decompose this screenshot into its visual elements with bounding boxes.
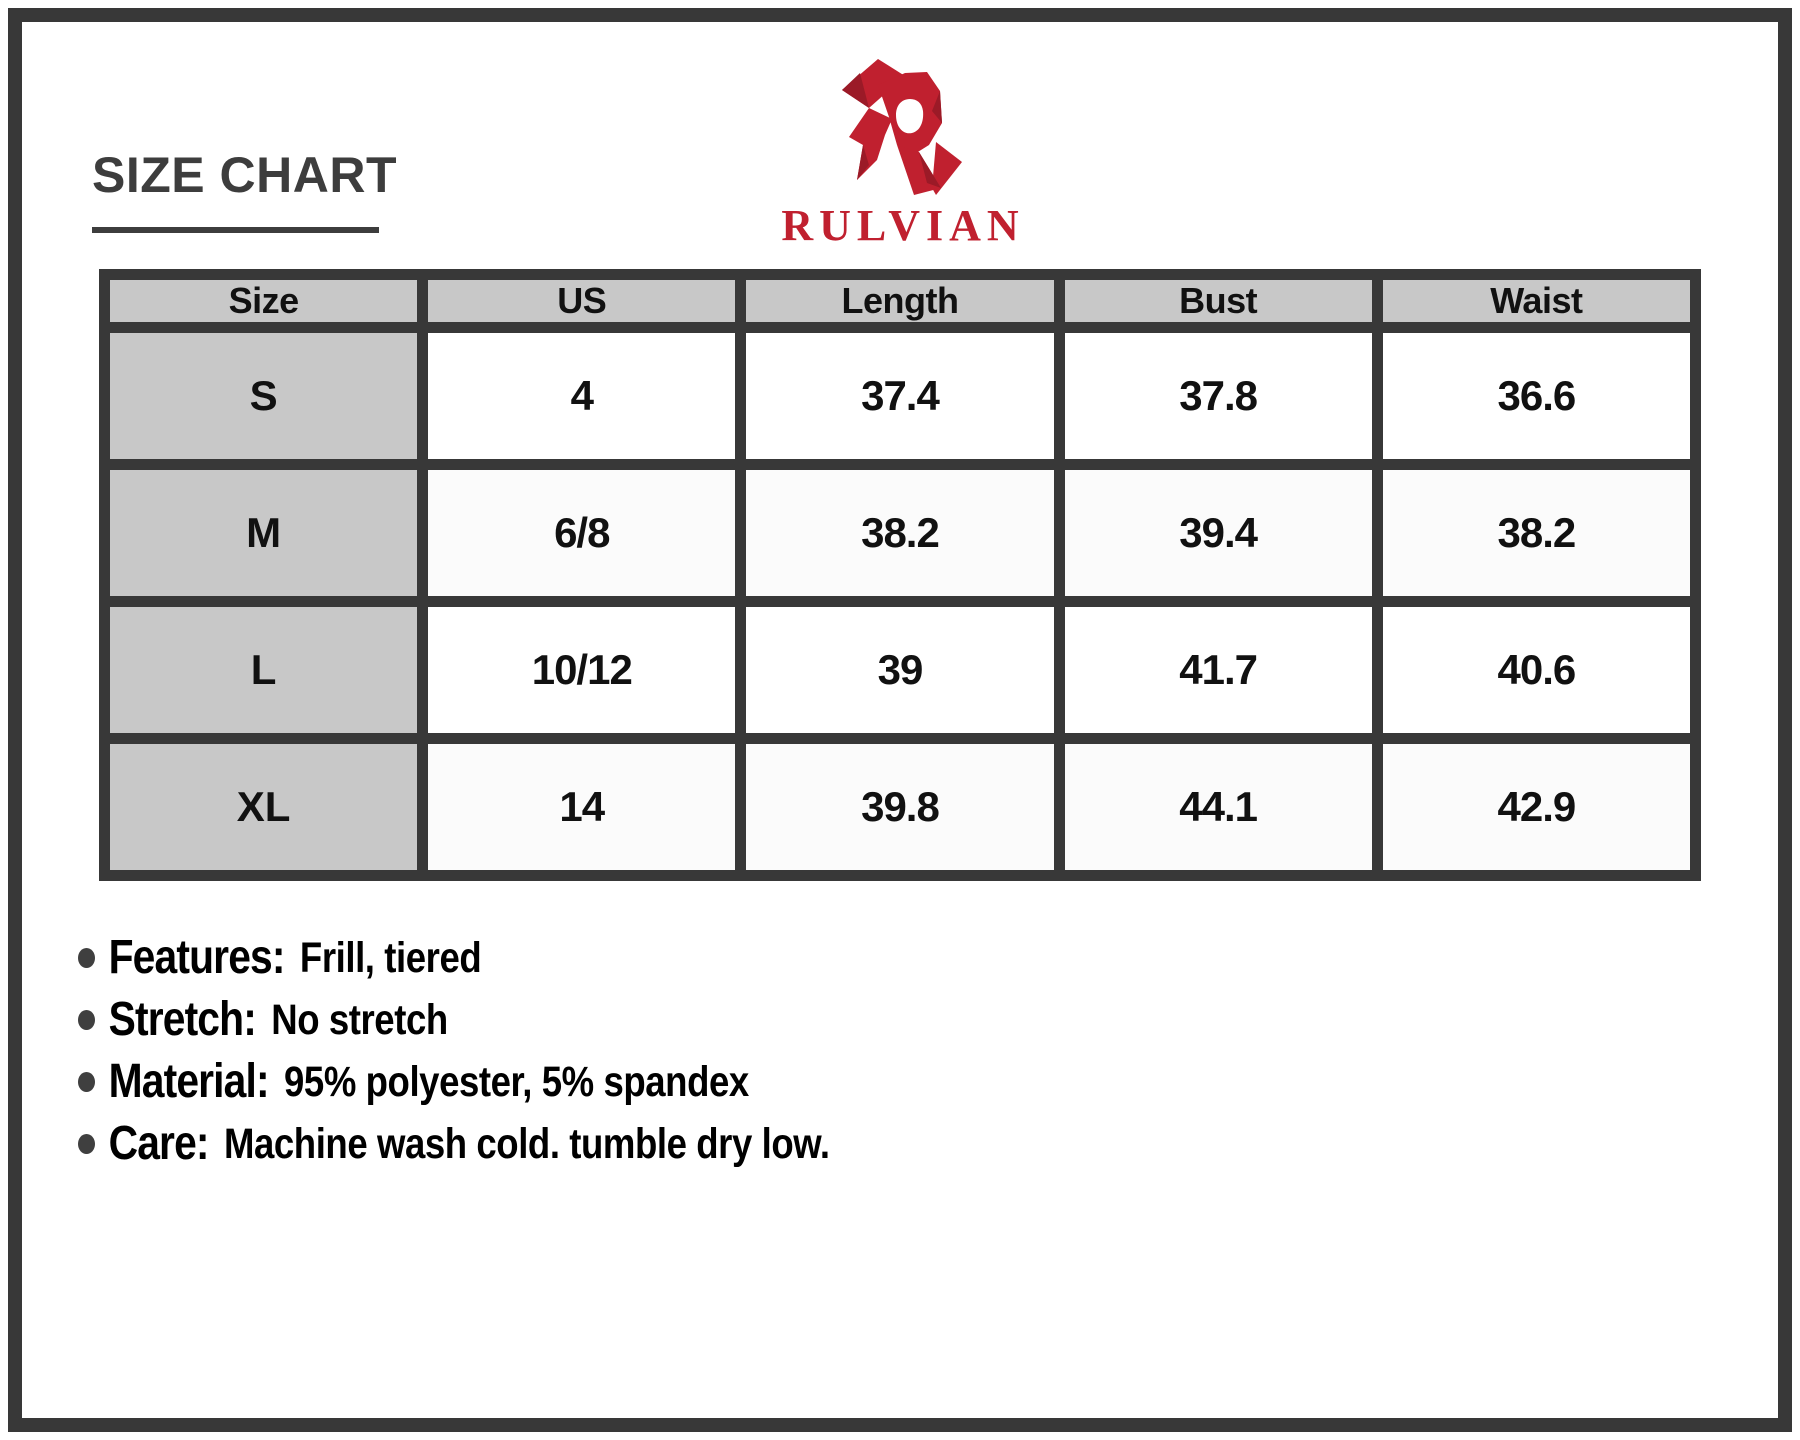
table-row <box>110 607 1690 733</box>
column-header-bust: Bust <box>1065 280 1372 322</box>
measurement-cell: 40.6 <box>1383 607 1690 733</box>
size-cell: L <box>110 607 417 733</box>
list-item <box>78 993 830 1046</box>
table-row <box>110 744 1690 870</box>
bullet-icon <box>78 1134 95 1154</box>
bullet-icon <box>78 1072 95 1092</box>
column-header-waist: Waist <box>1383 280 1690 322</box>
measurement-cell: 37.4 <box>746 333 1053 459</box>
list-item <box>78 931 830 984</box>
bullet-icon <box>78 948 95 968</box>
brand-logo <box>700 58 1100 251</box>
detail-label: Stretch: <box>108 993 256 1046</box>
measurement-cell: 10/12 <box>428 607 735 733</box>
table-row <box>110 470 1690 596</box>
brand-name: RULVIAN <box>781 201 1025 250</box>
column-header-us: US <box>428 280 735 322</box>
measurement-cell: 42.9 <box>1383 744 1690 870</box>
size-chart-table <box>99 269 1701 881</box>
table-header-row <box>110 280 1690 322</box>
bullet-icon <box>78 1010 95 1030</box>
list-item <box>78 1055 830 1108</box>
measurement-cell: 37.8 <box>1065 333 1372 459</box>
size-cell: S <box>110 333 417 459</box>
title-underline <box>92 227 379 233</box>
detail-label: Features: <box>108 931 285 984</box>
detail-label: Care: <box>108 1117 209 1170</box>
product-details-list <box>78 931 962 1182</box>
table-row <box>110 333 1690 459</box>
measurement-cell: 4 <box>428 333 735 459</box>
measurement-cell: 44.1 <box>1065 744 1372 870</box>
page-title: SIZE CHART <box>92 147 397 203</box>
size-table-body <box>110 333 1690 870</box>
detail-value: 95% polyester, 5% spandex <box>284 1058 749 1106</box>
measurement-cell: 36.6 <box>1383 333 1690 459</box>
detail-label: Material: <box>108 1055 269 1108</box>
rulvian-logo-icon <box>838 58 962 198</box>
measurement-cell: 39.4 <box>1065 470 1372 596</box>
measurement-cell: 39 <box>746 607 1053 733</box>
measurement-cell: 14 <box>428 744 735 870</box>
measurement-cell: 38.2 <box>746 470 1053 596</box>
detail-value: Machine wash cold. tumble dry low. <box>223 1120 830 1168</box>
column-header-length: Length <box>746 280 1053 322</box>
measurement-cell: 38.2 <box>1383 470 1690 596</box>
measurement-cell: 6/8 <box>428 470 735 596</box>
measurement-cell: 39.8 <box>746 744 1053 870</box>
size-cell: M <box>110 470 417 596</box>
list-item <box>78 1117 830 1170</box>
detail-value: Frill, tiered <box>299 934 482 982</box>
column-header-size: Size <box>110 280 417 322</box>
measurement-cell: 41.7 <box>1065 607 1372 733</box>
detail-value: No stretch <box>271 996 448 1044</box>
size-cell: XL <box>110 744 417 870</box>
